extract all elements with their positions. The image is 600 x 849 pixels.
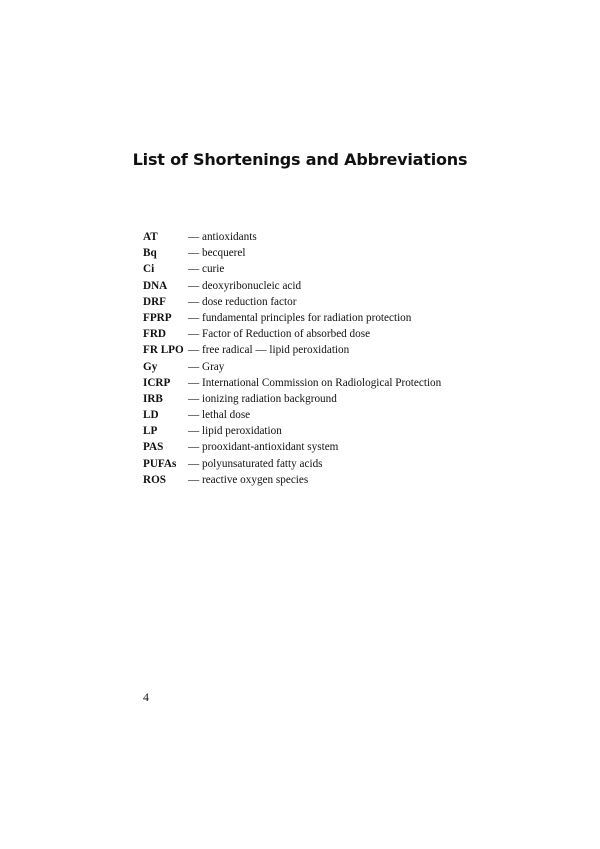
abbreviation-definition: — reactive oxygen species	[188, 473, 309, 486]
abbreviation-term: ICRP	[143, 376, 171, 389]
abbreviation-definition: — becquerel	[188, 247, 246, 260]
abbreviation-term: DNA	[143, 279, 168, 292]
abbreviation-row	[143, 326, 563, 342]
abbreviation-term: PUFAs	[143, 457, 177, 470]
page-number: 4	[143, 690, 149, 704]
abbreviation-term: PAS	[143, 441, 164, 454]
abbreviation-term: LD	[143, 409, 159, 422]
abbreviation-row	[143, 229, 563, 245]
abbreviation-term: Bq	[143, 247, 157, 260]
abbreviation-row	[143, 278, 563, 294]
abbreviation-definition: — free radical — lipid peroxidation	[188, 344, 350, 357]
abbreviation-list	[143, 229, 563, 488]
abbreviation-term: Ci	[143, 263, 155, 276]
abbreviation-term: FR LPO	[143, 344, 184, 357]
abbreviation-definition: — lethal dose	[188, 409, 251, 422]
abbreviation-row	[143, 261, 563, 277]
abbreviation-definition: — curie	[188, 263, 225, 276]
abbreviation-definition: — ionizing radiation background	[188, 392, 337, 405]
abbreviation-definition: — prooxidant-antioxidant system	[188, 441, 339, 454]
abbreviation-term: FRD	[143, 328, 166, 341]
abbreviation-term: DRF	[143, 295, 166, 308]
abbreviation-row	[143, 359, 563, 375]
abbreviation-term: IRB	[143, 392, 163, 405]
abbreviation-row	[143, 245, 563, 261]
abbreviation-term: FPRP	[143, 311, 172, 324]
abbreviation-definition: — fundamental principles for radiation protection	[188, 311, 412, 324]
abbreviation-term: Gy	[143, 360, 158, 373]
abbreviation-definition: — International Commission on Radiological Protection	[188, 376, 442, 389]
abbreviation-term: LP	[143, 425, 158, 438]
abbreviation-definition: — dose reduction factor	[188, 295, 297, 308]
page-title: List of Shortenings and Abbreviations	[132, 150, 468, 169]
abbreviation-term: ROS	[143, 473, 167, 486]
abbreviation-row	[143, 342, 563, 358]
abbreviation-definition: — Gray	[188, 360, 225, 373]
abbreviation-row	[143, 439, 563, 455]
abbreviation-row	[143, 375, 563, 391]
abbreviation-row	[143, 391, 563, 407]
abbreviation-row	[143, 310, 563, 326]
abbreviation-definition: — Factor of Reduction of absorbed dose	[188, 328, 371, 341]
abbreviation-row	[143, 456, 563, 472]
abbreviation-row	[143, 407, 563, 423]
abbreviation-definition: — lipid peroxidation	[188, 425, 282, 438]
abbreviation-row	[143, 294, 563, 310]
abbreviation-term: AT	[143, 231, 158, 243]
abbreviation-definition: — polyunsaturated fatty acids	[188, 457, 323, 470]
abbreviation-row	[143, 472, 563, 488]
abbreviation-row	[143, 423, 563, 439]
abbreviation-definition: — deoxyribonucleic acid	[188, 279, 302, 292]
abbreviation-definition: — antioxidants	[188, 231, 257, 243]
